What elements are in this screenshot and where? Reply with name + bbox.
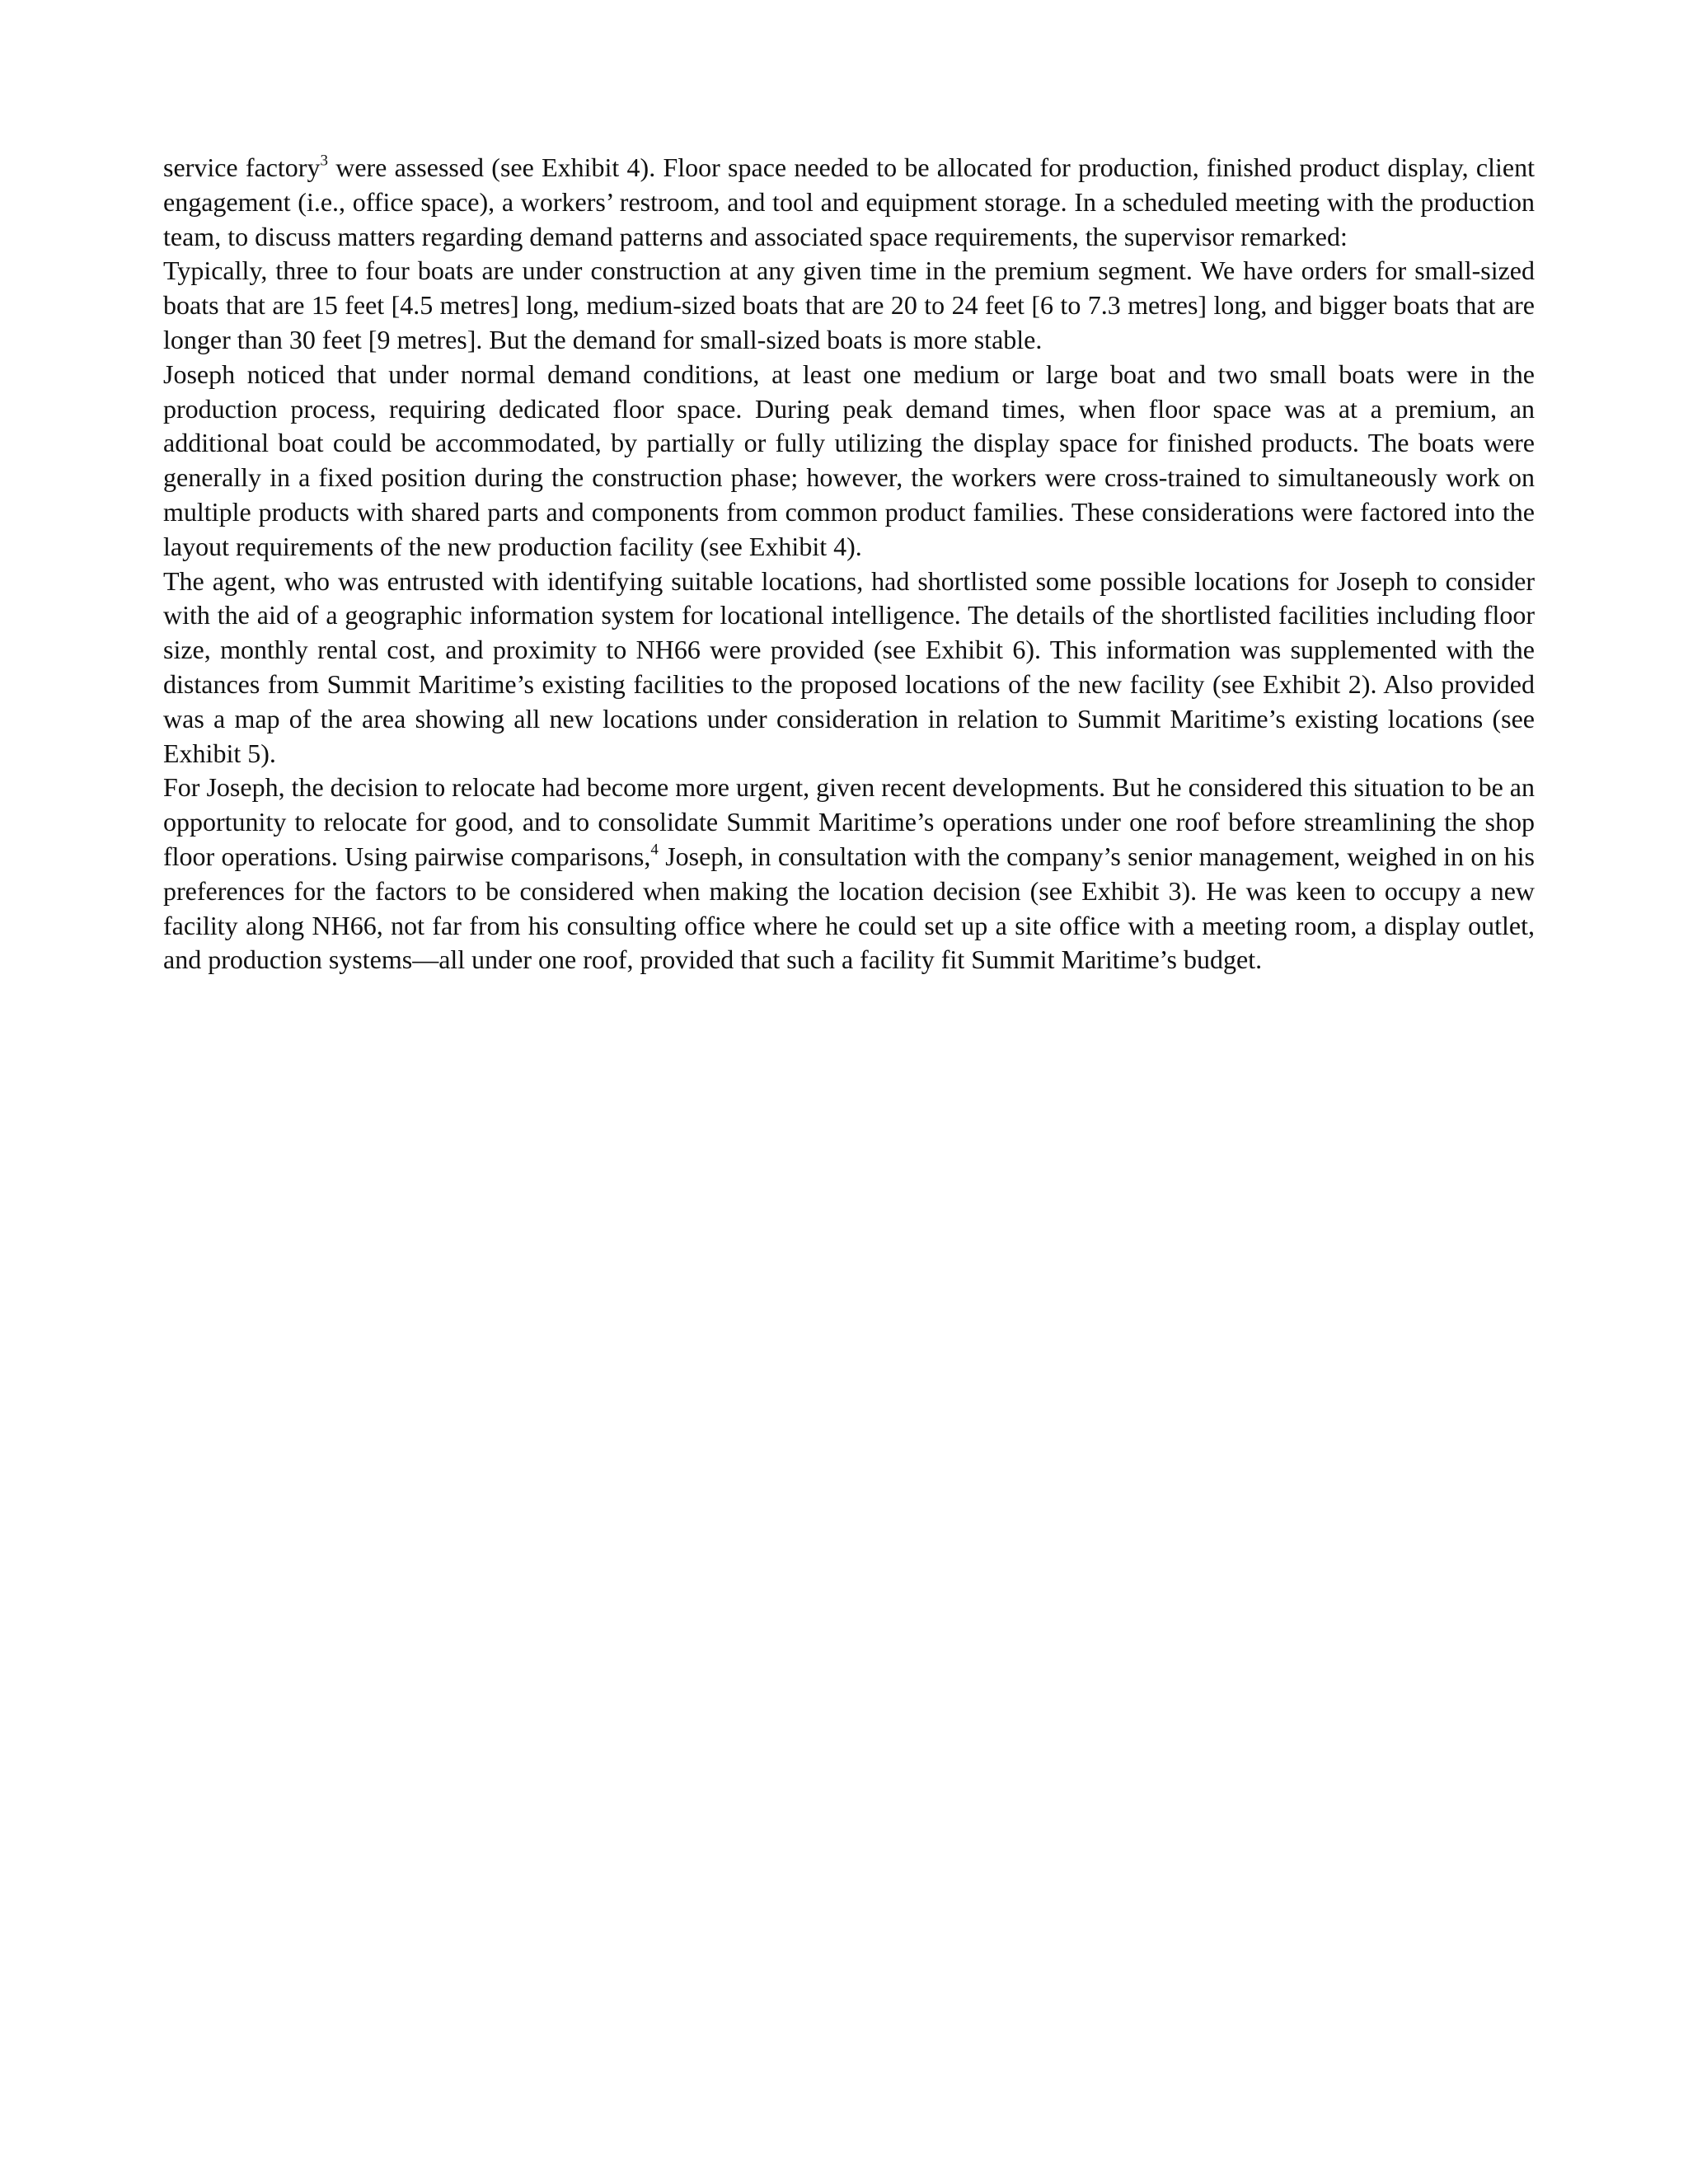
footnote-marker: 4 bbox=[650, 841, 659, 859]
paragraph-text: service factory bbox=[163, 152, 321, 182]
paragraph-supervisor-quote: Typically, three to four boats are under construction at any given time in the premium segment. We have orders for small-sized boats that are 15 feet [4.5 metres] long, medium-sized boats that are 20 to 24 feet [6 to 7.3 metres] long, and bigger boats that are longer than 30 feet [9 metres]. But the demand for small-sized boats is more stable. bbox=[163, 255, 1535, 354]
paragraph-text: were assessed (see Exhibit 4). Floor space needed to be allocated for production, finished product display, client engagement (i.e., office space), a workers’ restroom, and tool and equipment storage. In a scheduled meeting with the production team, to discuss matters regarding demand patterns and associated space requirements, the supervisor remarked: bbox=[163, 152, 1536, 251]
paragraph-text: For Joseph, the decision to relocate had become more urgent, given recent developments. But he considered this situation to be an opportunity to relocate for good, and to consolidate Summit Maritime’s operations under one roof before streamlining the shop floor operations. Using pairwise comparisons, bbox=[163, 772, 1535, 871]
document-page bbox=[163, 151, 1535, 977]
paragraph-text: Joseph, in consultation with the company’s senior management, weighed in on his preferences for the factors to be considered when making the location decision (see Exhibit 3). He was keen to occupy a new facility along NH66, not far from his consulting office where he could set up a site office with a meeting room, a display outlet, and production systems—all under one roof, provided that such a facility fit Summit Maritime’s budget. bbox=[163, 841, 1536, 975]
paragraph-space-requirements bbox=[163, 151, 1535, 254]
footnote-marker: 3 bbox=[320, 152, 328, 170]
paragraph-demand-conditions: Joseph noticed that under normal demand conditions, at least one medium or large boat and two small boats were in the production process, requiring dedicated floor space. During peak demand times, when floor space was at a premium, an additional boat could be accommodated, by partially or fully utilizing the display space for finished products. The boats were generally in a fixed position during the construction phase; however, the workers were cross-trained to simultaneously work on multiple products with shared parts and components from common product families. These considerations were factored into the layout requirements of the new production facility (see Exhibit 4). bbox=[163, 359, 1535, 561]
paragraph-shortlisted-locations: The agent, who was entrusted with identifying suitable locations, had shortlisted some possible locations for Joseph to consider with the aid of a geographic information system for locational intelligence. The details of the shortlisted facilities including floor size, monthly rental cost, and proximity to NH66 were provided (see Exhibit 6). This information was supplemented with the distances from Summit Maritime’s existing facilities to the proposed locations of the new facility (see Exhibit 2). Also provided was a map of the area showing all new locations under consideration in relation to Summit Maritime’s existing locations (see Exhibit 5). bbox=[163, 565, 1535, 768]
paragraph-relocation-decision bbox=[163, 771, 1535, 977]
